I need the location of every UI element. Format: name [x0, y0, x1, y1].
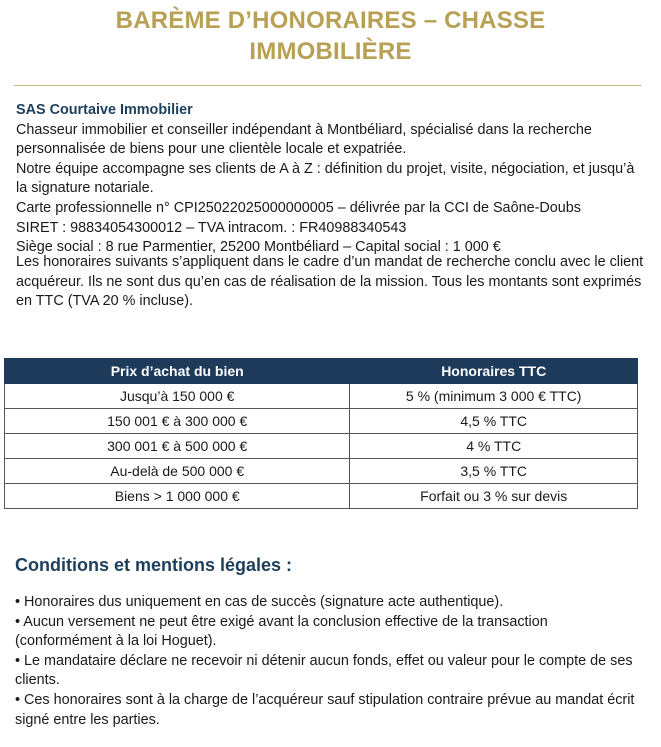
- price-cell: 150 001 € à 300 000 €: [5, 409, 350, 434]
- company-name: SAS Courtaive Immobilier: [16, 102, 193, 118]
- condition-item: • Le mandataire déclare ne recevoir ni détenir aucun fonds, effet ou valeur pour le compte de ses clients.: [15, 652, 633, 689]
- fee-table: [4, 358, 638, 509]
- table-header-row: [5, 359, 638, 384]
- table-row: [5, 459, 638, 484]
- fees-note: Les honoraires suivants s’appliquent dans le cadre d’un mandat de recherche conclu avec le client acquéreur. Ils ne sont dus qu’en cas de réalisation de la mission. Tous les montants sont exprimés en TTC (TVA 20 % incluse).: [16, 254, 644, 310]
- company-info: [16, 101, 646, 258]
- table-row: [5, 484, 638, 509]
- table-row: [5, 409, 638, 434]
- fee-cell: Forfait ou 3 % sur devis: [350, 484, 638, 509]
- price-cell: Au-delà de 500 000 €: [5, 459, 350, 484]
- fee-cell: 3,5 % TTC: [350, 459, 638, 484]
- title-divider: [14, 85, 641, 86]
- fee-cell: 5 % (minimum 3 000 € TTC): [350, 384, 638, 409]
- table-row: [5, 434, 638, 459]
- fee-cell: 4,5 % TTC: [350, 409, 638, 434]
- condition-item: • Aucun versement ne peut être exigé avant la conclusion effective de la transaction (conformément à la loi Hoguet).: [15, 613, 548, 650]
- condition-item: • Honoraires dus uniquement en cas de succès (signature acte authentique).: [15, 594, 504, 610]
- header-purchase-price: Prix d’achat du bien: [5, 359, 350, 384]
- price-cell: Jusqu’à 150 000 €: [5, 384, 350, 409]
- header-fees: Honoraires TTC: [350, 359, 638, 384]
- price-cell: Biens > 1 000 000 €: [5, 484, 350, 509]
- condition-item: • Ces honoraires sont à la charge de l’acquéreur sauf stipulation contraire prévue au mandat écrit signé entre les parties.: [15, 691, 635, 728]
- title-line-2: IMMOBILIÈRE: [249, 38, 412, 65]
- team-description: Notre équipe accompagne ses clients de A à Z : définition du projet, visite, négociation, et jusqu’à la signature notariale.: [16, 160, 635, 197]
- conditions-list: [15, 593, 647, 730]
- head-office: Siège social : 8 rue Parmentier, 25200 Montbéliard – Capital social : 1 000 €: [16, 239, 501, 256]
- page-title: [0, 5, 661, 67]
- table-row: [5, 384, 638, 409]
- siret-vat: SIRET : 98834054300012 – TVA intracom. : FR40988340543: [16, 219, 407, 236]
- professional-card: Carte professionnelle n° CPI25022025000000005 – délivrée par la CCI de Saône-Doubs: [16, 199, 581, 216]
- company-description: Chasseur immobilier et conseiller indépendant à Montbéliard, spécialisé dans la recherche personnalisée de biens pour une clientèle locale et expatriée.: [16, 121, 592, 158]
- price-cell: 300 001 € à 500 000 €: [5, 434, 350, 459]
- fee-cell: 4 % TTC: [350, 434, 638, 459]
- conditions-title: Conditions et mentions légales :: [15, 555, 293, 575]
- title-line-1: BARÈME D’HONORAIRES – CHASSE: [115, 7, 546, 34]
